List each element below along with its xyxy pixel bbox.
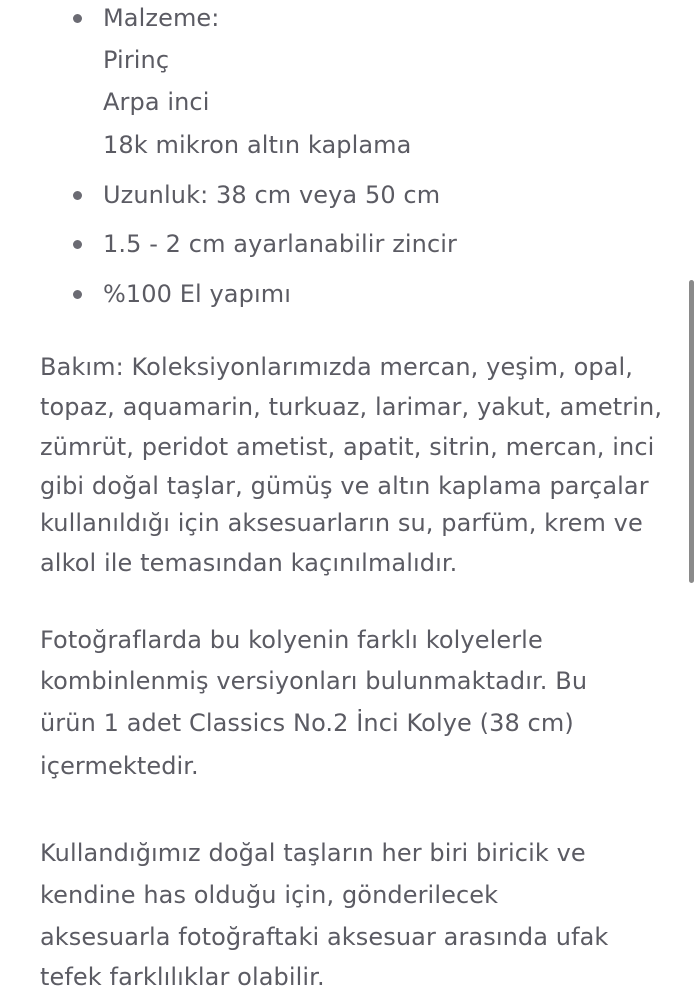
list-item-text: Uzunluk: 38 cm veya 50 cm — [103, 181, 441, 209]
paragraph-line: kendine has olduğu için, gönderilecek — [40, 881, 499, 909]
list-item-text: 1.5 - 2 cm ayarlanabilir zincir — [103, 230, 458, 258]
paragraph-line: topaz, aquamarin, turkuaz, larimar, yakut, ametrin, — [40, 393, 663, 421]
bullet-icon — [73, 191, 82, 200]
bullet-icon — [73, 240, 82, 249]
paragraph-line: Bakım: Koleksiyonlarımızda mercan, yeşim, opal, — [40, 353, 634, 381]
paragraph-line: tefek farklılıklar olabilir. — [40, 963, 325, 991]
paragraph-line: gibi doğal taşlar, gümüş ve altın kaplama parçalar — [40, 472, 649, 500]
bullet-icon — [73, 14, 82, 23]
list-item-text: Arpa inci — [103, 88, 210, 116]
bullet-icon — [73, 290, 82, 299]
list-item-text: Malzeme: — [103, 4, 220, 32]
paragraph-line: zümrüt, peridot ametist, apatit, sitrin, mercan, inci — [40, 433, 655, 461]
list-item-text: Pirinç — [103, 46, 170, 74]
paragraph-line: aksesuarla fotoğraftaki aksesuar arasında ufak — [40, 923, 609, 951]
paragraph-line: Kullandığımız doğal taşların her biri biricik ve — [40, 839, 586, 867]
paragraph-line: ürün 1 adet Classics No.2 İnci Kolye (38 cm) — [40, 709, 574, 737]
vertical-scrollbar[interactable] — [689, 280, 694, 583]
paragraph-line: alkol ile temasından kaçınılmalıdır. — [40, 549, 458, 577]
paragraph-line: kullanıldığı için aksesuarların su, parfüm, krem ve — [40, 509, 643, 537]
list-item-text: 18k mikron altın kaplama — [103, 131, 412, 159]
paragraph-line: Fotoğraflarda bu kolyenin farklı kolyelerle — [40, 626, 543, 654]
paragraph-line: içermektedir. — [40, 752, 199, 780]
paragraph-line: kombinlenmiş versiyonları bulunmaktadır. Bu — [40, 667, 588, 695]
list-item-text: %100 El yapımı — [103, 280, 291, 308]
